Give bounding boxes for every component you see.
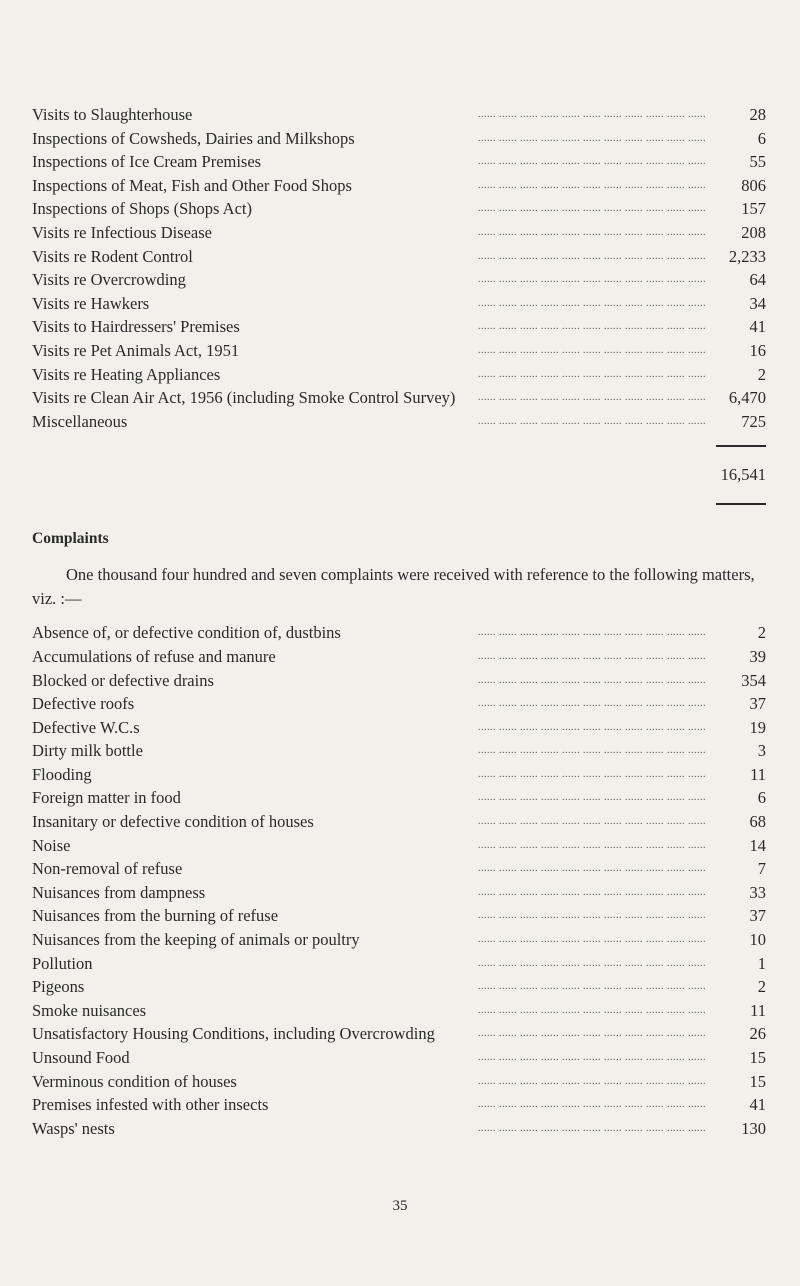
list-item <box>32 1046 766 1070</box>
list-item <box>32 669 766 693</box>
list-item <box>32 1070 766 1094</box>
item-value: 806 <box>741 175 766 195</box>
list-item <box>32 174 766 198</box>
leader-dots: ...... ...... ...... ...... ...... ...... ...... ...... ...... ...... ...... <box>478 1052 706 1063</box>
item-value: 33 <box>749 882 766 902</box>
item-label: Defective roofs <box>32 694 140 713</box>
item-label: Visits to Slaughterhouse <box>32 105 198 124</box>
visits-total: 16,541 <box>720 465 766 485</box>
leader-dots: ...... ...... ...... ...... ...... ...... ...... ...... ...... ...... ...... <box>478 392 706 404</box>
intro-paragraph: One thousand four hundred and seven complaints were received with reference to the following matters, viz. :— <box>32 565 755 609</box>
item-value: 41 <box>749 1095 766 1115</box>
item-value: 354 <box>741 670 766 690</box>
item-label: Foreign matter in food <box>32 788 187 807</box>
item-label: Visits re Clean Air Act, 1956 (including Smoke Control Survey) <box>32 388 461 407</box>
leader-dots: ...... ...... ...... ...... ...... ...... ...... ...... ...... ...... ...... <box>478 1099 706 1111</box>
list-item <box>32 999 766 1023</box>
item-label: Flooding <box>32 765 98 784</box>
list-item <box>32 1022 766 1046</box>
item-label: Inspections of Cowsheds, Dairies and Milkshops <box>32 129 361 148</box>
leader-dots: ...... ...... ...... ...... ...... ...... ...... ...... ...... ...... ...... <box>478 109 706 120</box>
list-item <box>32 881 766 905</box>
leader-dots: ...... ...... ...... ...... ...... ...... ...... ...... ...... ...... ...... <box>478 886 706 898</box>
list-item <box>32 292 766 316</box>
item-value: 10 <box>749 930 766 950</box>
item-value: 16 <box>749 340 766 360</box>
item-label: Visits to Hairdressers' Premises <box>32 317 246 336</box>
leader-dots: ...... ...... ...... ...... ...... ...... ...... ...... ...... ...... ...... <box>478 368 706 380</box>
leader-dots: ...... ...... ...... ...... ...... ...... ...... ...... ...... ...... ...... <box>478 297 706 309</box>
item-label: Visits re Hawkers <box>32 294 155 313</box>
item-label: Visits re Heating Appliances <box>32 365 226 384</box>
leader-dots: ...... ...... ...... ...... ...... ...... ...... ...... ...... ...... ...... <box>478 250 706 262</box>
total-rule-bottom <box>716 503 766 505</box>
list-item <box>32 763 766 787</box>
item-label: Unsatisfactory Housing Conditions, including Overcrowding <box>32 1024 441 1043</box>
item-value: 68 <box>749 812 766 832</box>
item-label: Noise <box>32 836 77 855</box>
item-value: 11 <box>750 1000 766 1020</box>
total-rule-top <box>716 445 766 447</box>
list-item <box>32 645 766 669</box>
item-value: 15 <box>749 1048 766 1067</box>
item-label: Dirty milk bottle <box>32 741 149 760</box>
item-label: Visits re Rodent Control <box>32 247 199 266</box>
item-value: 157 <box>741 199 766 219</box>
list-item <box>32 928 766 952</box>
item-value: 2 <box>757 623 766 643</box>
item-label: Inspections of Meat, Fish and Other Food Shops <box>32 176 358 195</box>
item-value: 34 <box>749 293 766 313</box>
item-value: 725 <box>741 411 766 431</box>
item-value: 2 <box>757 977 766 997</box>
leader-dots: ...... ...... ...... ...... ...... ...... ...... ...... ...... ...... ...... <box>478 745 706 757</box>
item-label: Smoke nuisances <box>32 1001 152 1020</box>
list-item <box>32 339 766 363</box>
item-label: Visits re Overcrowding <box>32 270 192 289</box>
item-value: 28 <box>749 105 766 124</box>
item-label: Inspections of Ice Cream Premises <box>32 152 267 171</box>
item-value: 37 <box>749 906 766 926</box>
item-label: Inspections of Shops (Shops Act) <box>32 199 258 218</box>
item-value: 6 <box>757 788 766 808</box>
leader-dots: ...... ...... ...... ...... ...... ...... ...... ...... ...... ...... ...... <box>478 1004 706 1016</box>
leader-dots: ...... ...... ...... ...... ...... ...... ...... ...... ...... ...... ...... <box>478 1075 706 1087</box>
item-label: Insanitary or defective condition of houses <box>32 812 320 831</box>
leader-dots: ...... ...... ...... ...... ...... ...... ...... ...... ...... ...... ...... <box>478 698 706 710</box>
item-value: 41 <box>749 317 766 337</box>
item-label: Nuisances from dampness <box>32 883 211 902</box>
list-item <box>32 386 766 410</box>
leader-dots: ...... ...... ...... ...... ...... ...... ...... ...... ...... ...... ...... <box>478 179 706 191</box>
item-value: 11 <box>750 764 766 784</box>
list-item <box>32 363 766 387</box>
item-value: 6,470 <box>728 388 766 408</box>
list-item <box>32 245 766 269</box>
list-item <box>32 834 766 858</box>
page-number: 35 <box>392 1198 408 1214</box>
item-value: 1 <box>757 953 766 973</box>
item-label: Pigeons <box>32 977 90 996</box>
visits-list <box>32 103 766 433</box>
item-label: Wasps' nests <box>32 1119 121 1138</box>
item-value: 7 <box>757 859 766 879</box>
item-value: 26 <box>749 1024 766 1044</box>
list-item <box>32 221 766 245</box>
list-item <box>32 127 766 151</box>
list-item <box>32 975 766 999</box>
list-item <box>32 197 766 221</box>
item-value: 6 <box>757 128 766 148</box>
item-label: Visits re Pet Animals Act, 1951 <box>32 341 245 360</box>
list-item <box>32 716 766 740</box>
item-value: 19 <box>749 717 766 737</box>
list-item <box>32 810 766 834</box>
leader-dots: ...... ...... ...... ...... ...... ...... ...... ...... ...... ...... ...... <box>478 934 706 946</box>
item-label: Accumulations of refuse and manure <box>32 647 282 666</box>
item-label: Non-removal of refuse <box>32 859 188 878</box>
section-heading: Complaints <box>32 530 109 548</box>
item-value: 14 <box>749 835 766 855</box>
leader-dots: ...... ...... ...... ...... ...... ...... ...... ...... ...... ...... ...... <box>478 792 706 804</box>
document-page <box>32 103 766 1140</box>
leader-dots: ...... ...... ...... ...... ...... ...... ...... ...... ...... ...... ...... <box>478 981 706 993</box>
leader-dots: ...... ...... ...... ...... ...... ...... ...... ...... ...... ...... ...... <box>478 674 706 686</box>
item-label: Unsound Food <box>32 1048 136 1067</box>
list-item <box>32 692 766 716</box>
leader-dots: ...... ...... ...... ...... ...... ...... ...... ...... ...... ...... ...... <box>478 203 706 215</box>
list-item <box>32 1117 766 1141</box>
leader-dots: ...... ...... ...... ...... ...... ...... ...... ...... ...... ...... ...... <box>478 321 706 333</box>
item-label: Visits re Infectious Disease <box>32 223 218 242</box>
list-item <box>32 621 766 645</box>
list-item <box>32 410 766 434</box>
leader-dots: ...... ...... ...... ...... ...... ...... ...... ...... ...... ...... ...... <box>478 816 706 828</box>
list-item <box>32 150 766 174</box>
leader-dots: ...... ...... ...... ...... ...... ...... ...... ...... ...... ...... ...... <box>478 957 706 969</box>
leader-dots: ...... ...... ...... ...... ...... ...... ...... ...... ...... ...... ...... <box>478 1028 706 1040</box>
list-item <box>32 952 766 976</box>
list-item <box>32 315 766 339</box>
visits-total-block <box>32 433 766 513</box>
item-label: Nuisances from the keeping of animals or poultry <box>32 930 366 949</box>
list-item <box>32 904 766 928</box>
leader-dots: ...... ...... ...... ...... ...... ...... ...... ...... ...... ...... ...... <box>478 910 706 922</box>
leader-dots: ...... ...... ...... ...... ...... ...... ...... ...... ...... ...... ...... <box>478 415 706 427</box>
leader-dots: ...... ...... ...... ...... ...... ...... ...... ...... ...... ...... ...... <box>478 344 706 356</box>
item-value: 37 <box>749 694 766 714</box>
item-value: 2,233 <box>728 246 766 266</box>
leader-dots: ...... ...... ...... ...... ...... ...... ...... ...... ...... ...... ...... <box>478 132 706 144</box>
item-value: 55 <box>749 152 766 172</box>
item-value: 208 <box>741 222 766 242</box>
complaints-list <box>32 621 766 1140</box>
item-value: 64 <box>749 270 766 290</box>
item-label: Absence of, or defective condition of, dustbins <box>32 623 347 642</box>
item-label: Pollution <box>32 954 99 973</box>
list-item <box>32 739 766 763</box>
item-value: 3 <box>757 741 766 761</box>
leader-dots: ...... ...... ...... ...... ...... ...... ...... ...... ...... ...... ...... <box>478 1122 706 1134</box>
list-item <box>32 857 766 881</box>
leader-dots: ...... ...... ...... ...... ...... ...... ...... ...... ...... ...... ...... <box>478 627 706 639</box>
list-item <box>32 103 766 127</box>
item-value: 15 <box>749 1071 766 1091</box>
item-label: Verminous condition of houses <box>32 1072 243 1091</box>
item-value: 2 <box>757 364 766 384</box>
item-label: Nuisances from the burning of refuse <box>32 906 284 925</box>
leader-dots: ...... ...... ...... ...... ...... ...... ...... ...... ...... ...... ...... <box>478 650 706 662</box>
item-label: Blocked or defective drains <box>32 671 220 690</box>
list-item <box>32 268 766 292</box>
item-label: Miscellaneous <box>32 412 133 431</box>
leader-dots: ...... ...... ...... ...... ...... ...... ...... ...... ...... ...... ...... <box>478 863 706 875</box>
list-item <box>32 1093 766 1117</box>
leader-dots: ...... ...... ...... ...... ...... ...... ...... ...... ...... ...... ...... <box>478 226 706 238</box>
leader-dots: ...... ...... ...... ...... ...... ...... ...... ...... ...... ...... ...... <box>478 768 706 780</box>
leader-dots: ...... ...... ...... ...... ...... ...... ...... ...... ...... ...... ...... <box>478 156 706 168</box>
list-item <box>32 786 766 810</box>
leader-dots: ...... ...... ...... ...... ...... ...... ...... ...... ...... ...... ...... <box>478 839 706 851</box>
item-label: Premises infested with other insects <box>32 1095 274 1114</box>
item-value: 130 <box>741 1118 766 1138</box>
leader-dots: ...... ...... ...... ...... ...... ...... ...... ...... ...... ...... ...... <box>478 721 706 733</box>
leader-dots: ...... ...... ...... ...... ...... ...... ...... ...... ...... ...... ...... <box>478 274 706 286</box>
item-label: Defective W.C.s <box>32 718 146 737</box>
item-value: 39 <box>749 646 766 666</box>
